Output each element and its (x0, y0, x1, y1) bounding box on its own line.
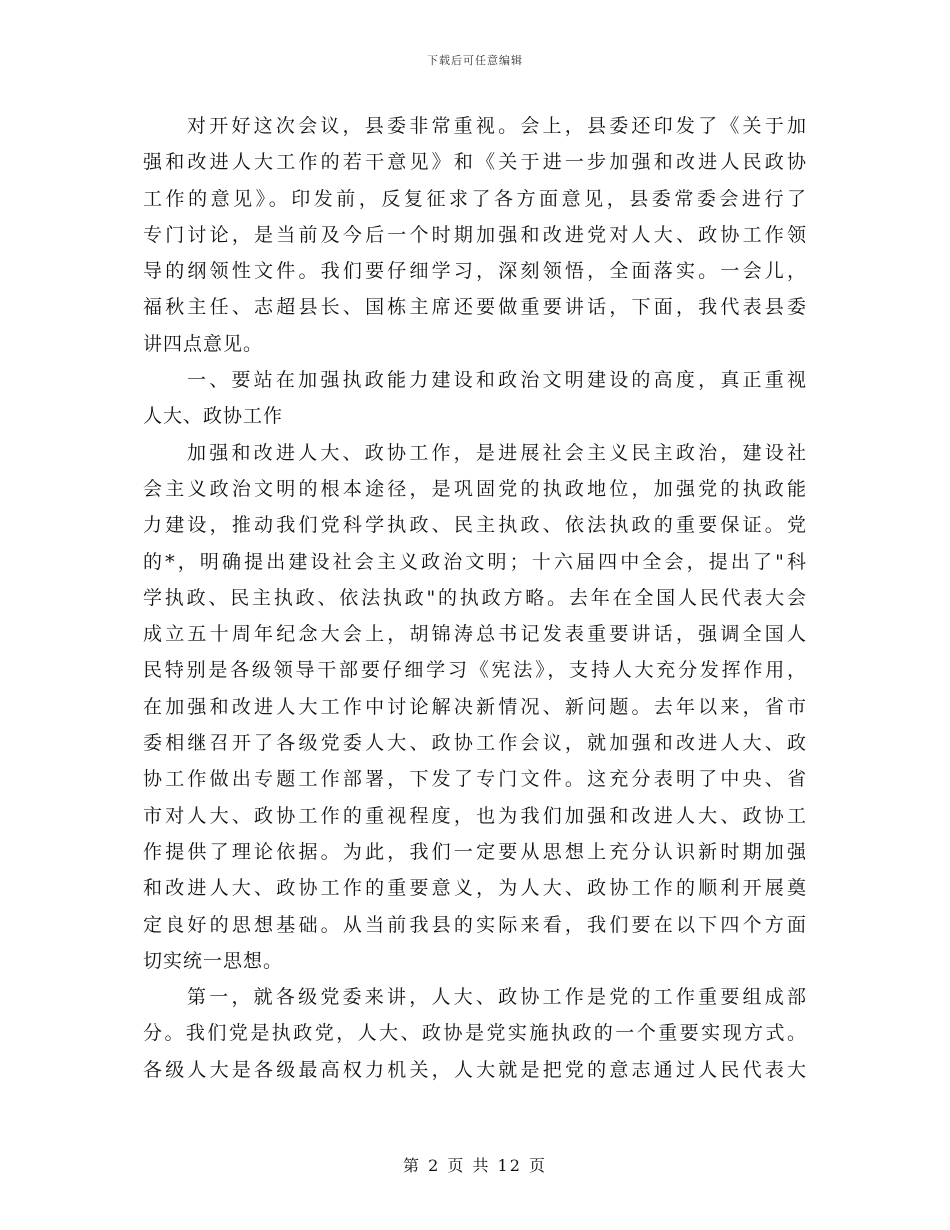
paragraph-line: 福秋主任、志超县长、国栋主席还要做重要讲话，下面，我代表县委 (143, 296, 807, 319)
section-heading-line: 人大、政协工作 (143, 405, 284, 428)
paragraph-line: 讲四点意见。 (143, 332, 264, 355)
paragraph-line: 的*，明确提出建设社会主义政治文明；十六届四中全会，提出了"科 (143, 550, 807, 573)
paragraph-line: 导的纲领性文件。我们要仔细学习，深刻领悟，全面落实。一会儿， (143, 260, 807, 283)
paragraph-line: 会主义政治文明的根本途径，是巩固党的执政地位，加强党的执政能 (143, 477, 807, 500)
paragraph-line: 第一，就各级党委来讲，人大、政协工作是党的工作重要组成部 (187, 986, 807, 1009)
paragraph-line: 专门讨论，是当前及今后一个时期加强和改进党对人大、政协工作领 (143, 223, 807, 246)
paragraph-line: 加强和改进人大、政协工作，是进展社会主义民主政治，建设社 (187, 441, 807, 464)
paragraph-line: 工作的意见》。印发前，反复征求了各方面意见，县委常委会进行了 (143, 187, 807, 210)
paragraph-line: 和改进人大、政协工作的重要意义，为人大、政协工作的顺利开展奠 (143, 877, 807, 900)
paragraph-line: 分。我们党是执政党，人大、政协是党实施执政的一个重要实现方式。 (143, 1022, 807, 1045)
paragraph-line: 学执政、民主执政、依法执政"的执政方略。去年在全国人民代表大会 (143, 586, 807, 609)
paragraph-line: 委相继召开了各级党委人大、政协工作会议，就加强和改进人大、政 (143, 732, 807, 755)
paragraph-line: 成立五十周年纪念大会上，胡锦涛总书记发表重要讲话，强调全国人 (143, 623, 807, 646)
paragraph-line: 作提供了理论依据。为此，我们一定要从思想上充分认识新时期加强 (143, 840, 807, 863)
paragraph-line: 在加强和改进人大工作中讨论解决新情况、新问题。去年以来，省市 (143, 695, 807, 718)
paragraph-line: 各级人大是各级最高权力机关，人大就是把党的意志通过人民代表大 (143, 1058, 807, 1081)
page-header-note: 下载后可任意编辑 (427, 54, 523, 67)
paragraph-line: 力建设，推动我们党科学执政、民主执政、依法执政的重要保证。党 (143, 514, 807, 537)
page-number-indicator: 第 2 页 共 12 页 (403, 1156, 547, 1175)
paragraph-line: 民特别是各级领导干部要仔细学习《宪法》，支持人大充分发挥作用， (143, 659, 807, 682)
paragraph-line: 协工作做出专题工作部署，下发了专门文件。这充分表明了中央、省 (143, 768, 807, 791)
paragraph-line: 强和改进人大工作的若干意见》和《关于进一步加强和改进人民政协 (143, 151, 807, 174)
section-heading-line: 一、要站在加强执政能力建设和政治文明建设的高度，真正重视 (187, 369, 807, 392)
paragraph-line: 市对人大、政协工作的重视程度，也为我们加强和改进人大、政协工 (143, 804, 807, 827)
document-body (143, 108, 807, 1088)
paragraph-line: 切实统一思想。 (143, 949, 284, 972)
paragraph-line: 对开好这次会议，县委非常重视。会上，县委还印发了《关于加 (187, 115, 807, 137)
paragraph-line: 定良好的思想基础。从当前我县的实际来看，我们要在以下四个方面 (143, 913, 807, 936)
